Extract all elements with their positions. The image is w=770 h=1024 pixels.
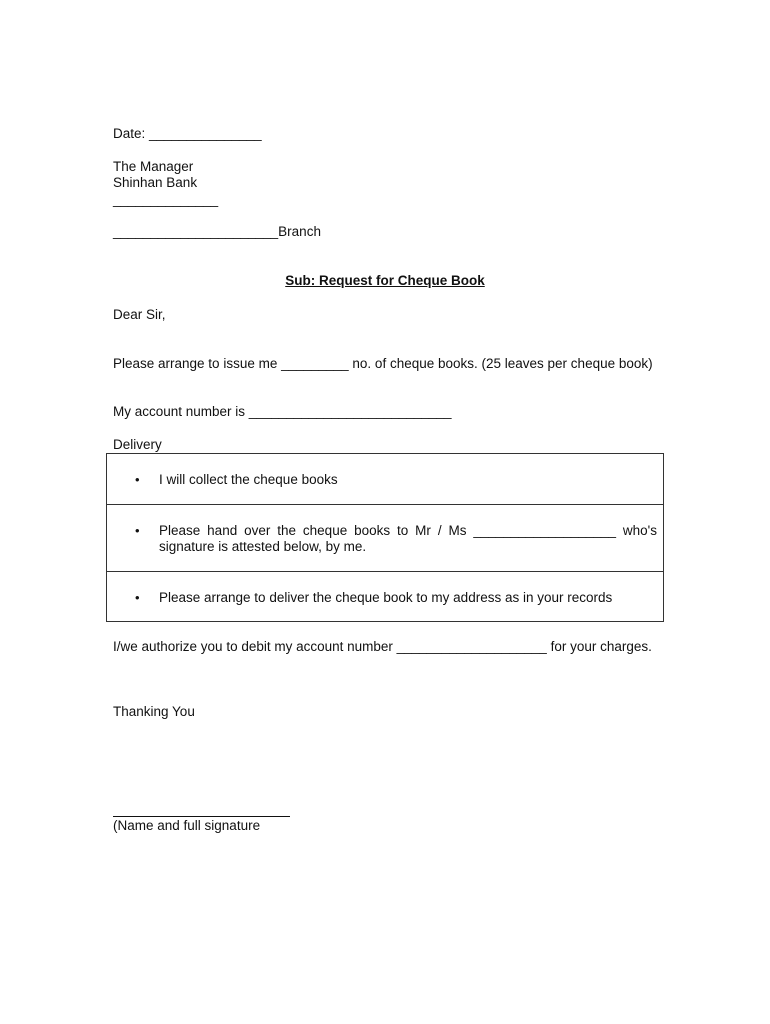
delivery-label: Delivery — [113, 437, 162, 452]
delivery-option-deliver — [107, 572, 663, 621]
recipient-branch: ______________________Branch — [113, 224, 321, 239]
delivery-option-text: Please arrange to deliver the cheque book to my address as in your records — [159, 590, 613, 605]
recipient-blank: ______________ — [113, 192, 219, 207]
salutation: Dear Sir, — [113, 307, 166, 322]
request-paragraph: Please arrange to issue me _________ no. of cheque books. (25 leaves per cheque book) — [113, 356, 653, 371]
delivery-option-text: I will collect the cheque books — [159, 472, 338, 487]
authorization-paragraph: I/we authorize you to debit my account number ____________________ for your charges. — [113, 639, 652, 654]
delivery-option-text: Please hand over the cheque books to Mr / Ms ___________________ who's signature is attested below, by me. — [159, 523, 657, 554]
delivery-options-box — [106, 453, 664, 622]
delivery-option-hand-over — [107, 505, 663, 571]
subject-line: Sub: Request for Cheque Book — [285, 273, 485, 288]
bullet-icon: • — [135, 523, 140, 538]
recipient-bank: Shinhan Bank — [113, 175, 198, 190]
signature-label: (Name and full signature — [113, 818, 261, 833]
closing: Thanking You — [113, 704, 195, 719]
delivery-option-collect — [107, 454, 663, 504]
signature-line — [113, 816, 290, 817]
recipient-title: The Manager — [113, 159, 194, 174]
date-line: Date: _______________ — [113, 126, 262, 141]
bullet-icon: • — [135, 472, 140, 487]
bullet-icon: • — [135, 590, 140, 605]
account-line: My account number is ___________________________ — [113, 404, 452, 419]
